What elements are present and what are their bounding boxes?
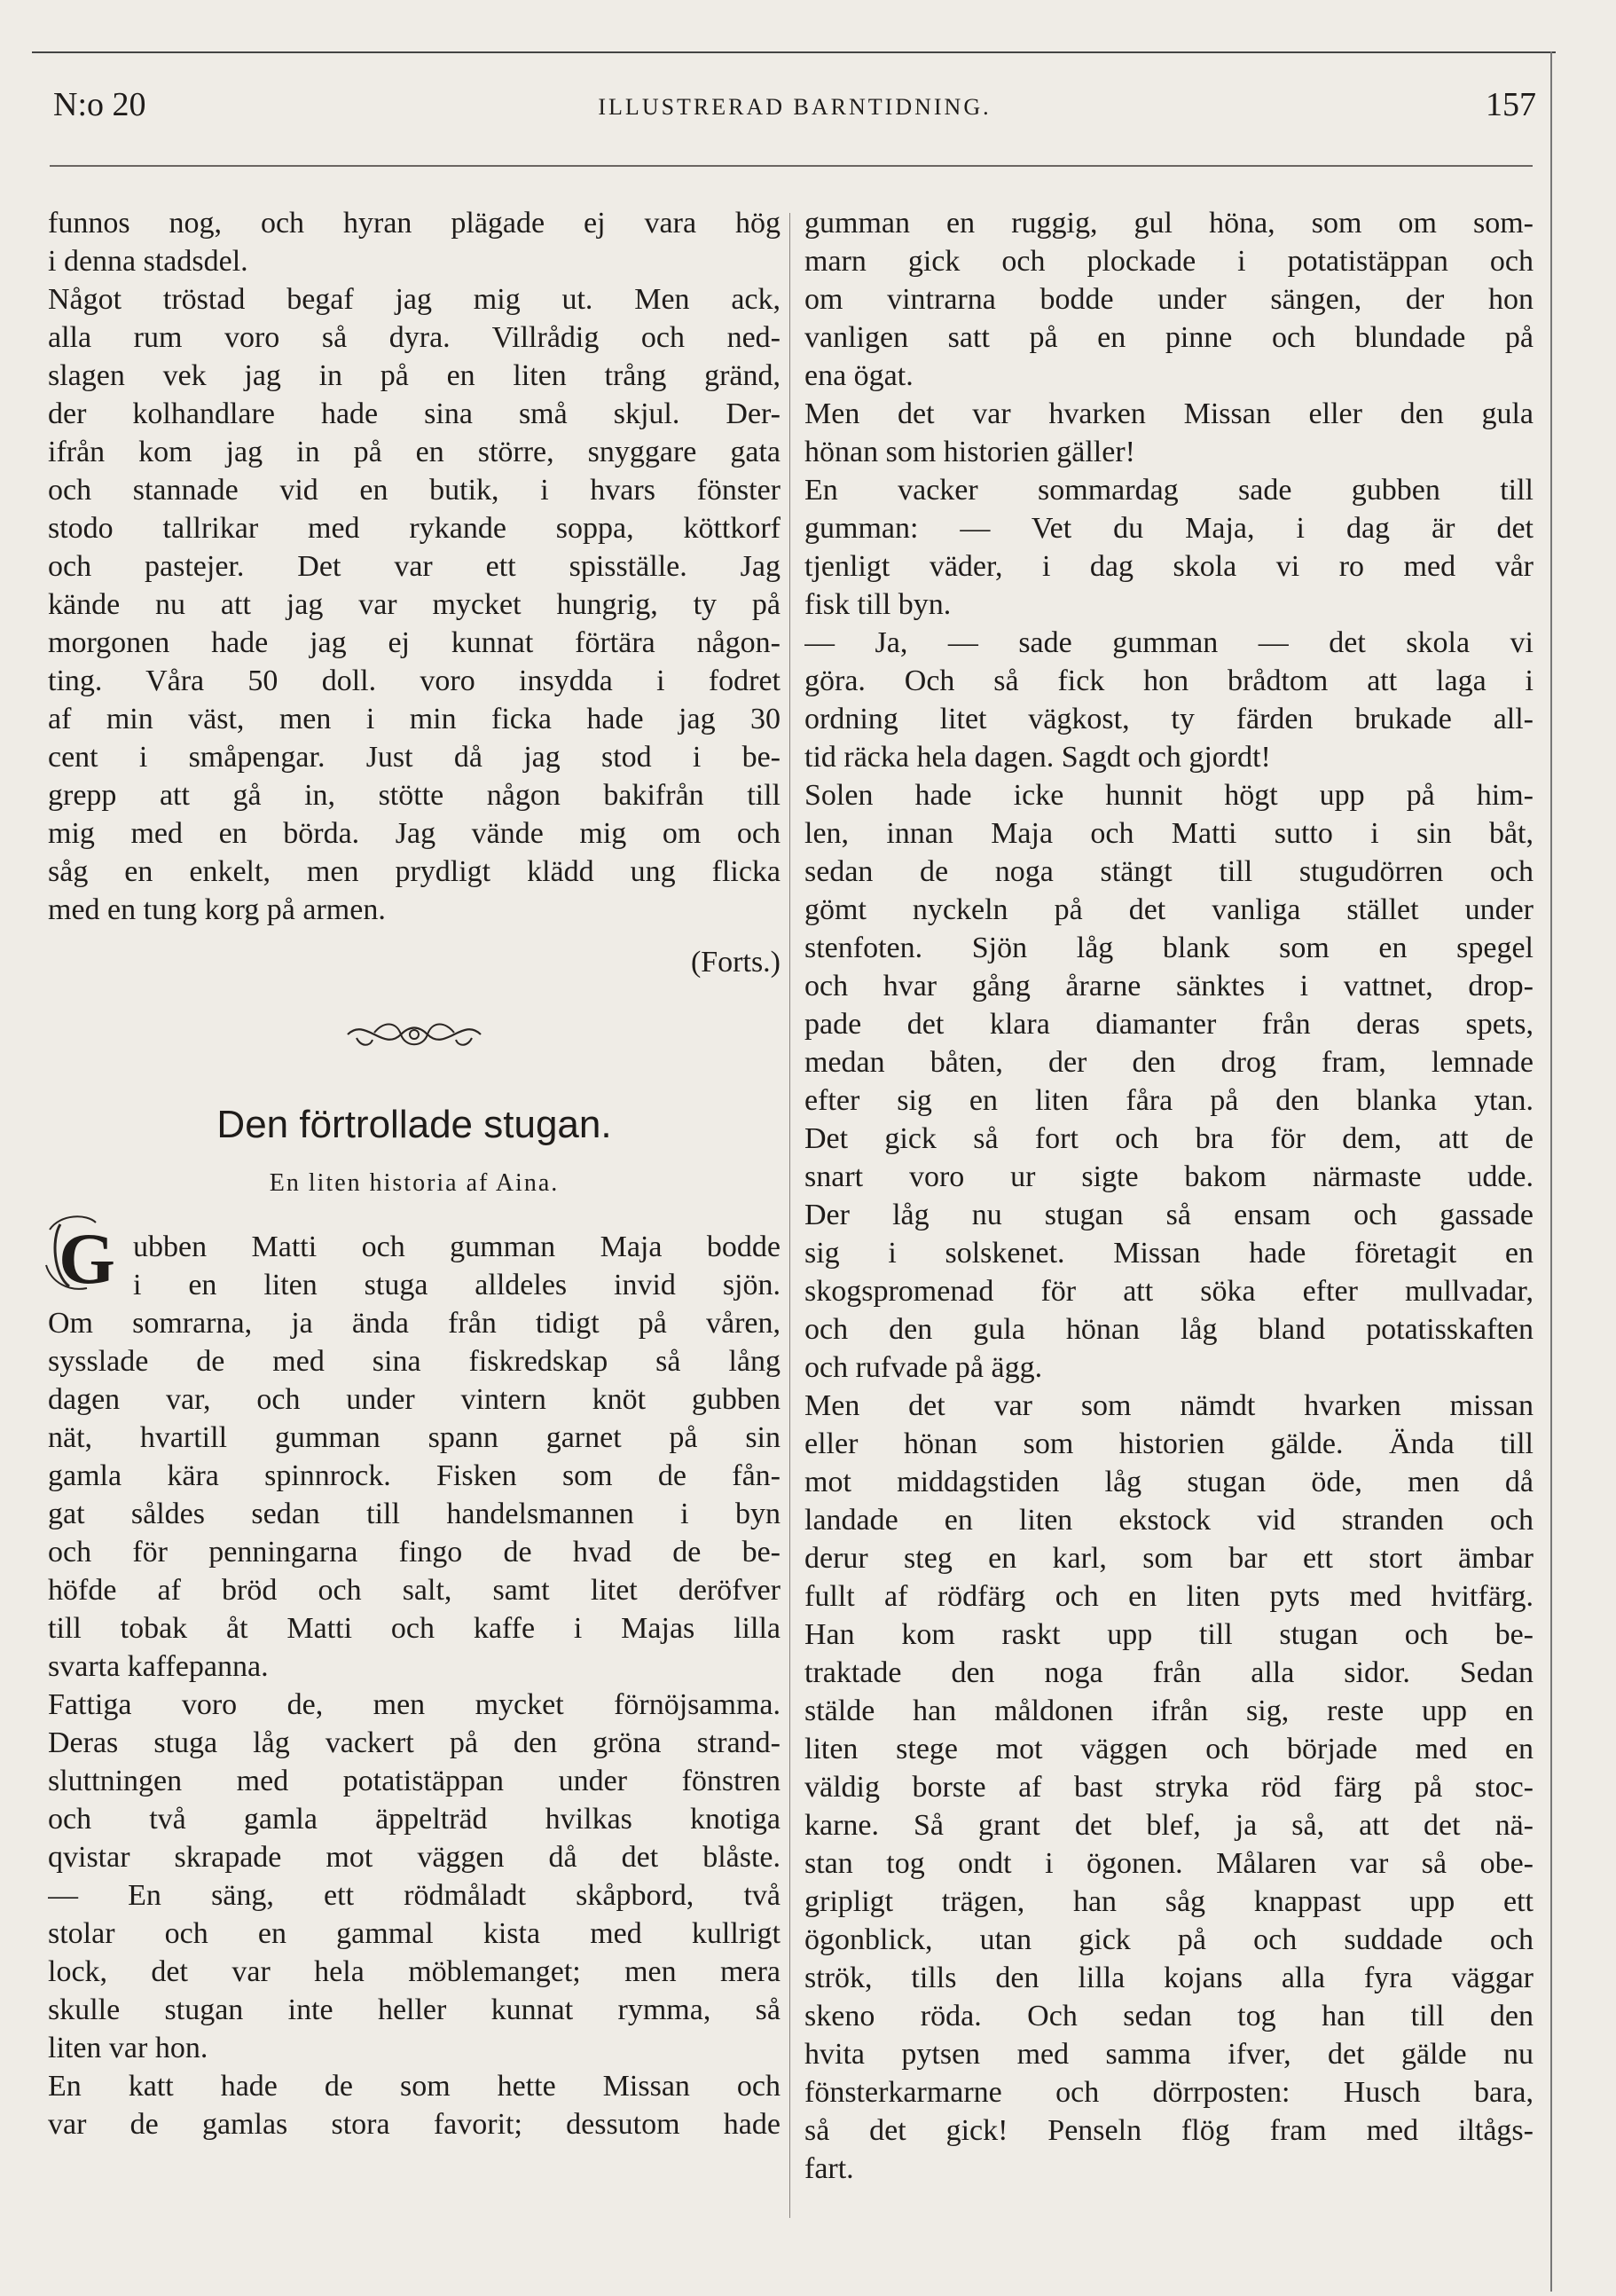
text-line: medan båten, der den drog fram, lemnade <box>804 1046 1534 1079</box>
text-line: morgonen hade jag ej kunnat förtära någon- <box>48 626 781 659</box>
text-line: fönsterkarmarne och dörrposten: Husch bara, <box>804 2076 1534 2109</box>
text-line: En katt hade de som hette Missan och <box>48 2070 781 2103</box>
text-line: sysslade de med sina fiskredskap så lång <box>48 1345 781 1378</box>
right-column <box>804 204 1534 2188</box>
text-line: traktade den noga från alla sidor. Sedan <box>804 1656 1534 1689</box>
text-line: sluttningen med potatistäppan under fönstren <box>48 1765 781 1797</box>
column-divider <box>789 213 790 2218</box>
text-line: sedan de noga stängt till stugudörren och <box>804 855 1534 888</box>
text-line: slagen vek jag in på en liten trång gränd, <box>48 359 781 392</box>
text-line: liten var hon. <box>48 2032 208 2064</box>
text-line: var de gamlas stora favorit; dessutom hade <box>48 2108 781 2141</box>
text-line: ubben Matti och gumman Maja bodde <box>133 1231 781 1263</box>
text-line: och hvar gång årarne sänktes i vattnet, drop- <box>804 970 1534 1003</box>
story-body <box>48 1218 781 2143</box>
text-line: ting. Våra 50 doll. voro insydda i fodret <box>48 664 781 697</box>
text-line: pade det klara diamanter från deras spets, <box>804 1008 1534 1041</box>
text-line: såg en enkelt, men prydligt klädd ung flicka <box>48 855 781 888</box>
text-line: skulle stugan inte heller kunnat rymma, så <box>48 1993 781 2026</box>
text-line: stodo tallrikar med rykande soppa, köttkorf <box>48 512 781 545</box>
text-line: vanligen satt på en pinne och blundade på <box>804 321 1534 354</box>
text-line: och den gula hönan låg bland potatisskaften <box>804 1313 1534 1346</box>
text-line: Han kom raskt upp till stugan och be- <box>804 1618 1534 1651</box>
text-line: Deras stuga låg vackert på den gröna strand- <box>48 1726 781 1759</box>
story-byline: En liten historia af Aina. <box>269 1169 560 1197</box>
text-line: gumman: — Vet du Maja, i dag är det <box>804 512 1534 545</box>
text-line: mot middagstiden låg stugan öde, men då <box>804 1466 1534 1498</box>
text-line: liten stege mot väggen och började med en <box>804 1733 1534 1765</box>
text-line: sig i solskenet. Missan hade företagit en <box>804 1237 1534 1270</box>
text-line: strök, tills den lilla kojans alla fyra väggar <box>804 1962 1534 1994</box>
story-title: Den förtrollade stugan. <box>216 1103 612 1146</box>
text-line: mig med en börda. Jag vände mig om och <box>48 817 781 850</box>
text-line: len, innan Maja och Matti sutto i sin båt, <box>804 817 1534 850</box>
text-line: alla rum voro så dyra. Villrådig och ned- <box>48 321 781 354</box>
text-line: efter sig en liten fåra på den blanka ytan. <box>804 1084 1534 1117</box>
text-line: gripligt trägen, han såg knappast upp ett <box>804 1885 1534 1918</box>
text-line: skogspromenad för att söka efter mullvadar, <box>804 1275 1534 1308</box>
text-line: och rufvade på ägg. <box>804 1351 1043 1384</box>
text-line: nät, hvartill gumman spann garnet på sin <box>48 1421 781 1454</box>
text-line: Om somrarna, ja ända från tidigt på våren, <box>48 1307 781 1340</box>
text-line: tid räcka hela dagen. Sagdt och gjordt! <box>804 741 1271 774</box>
text-line: — Ja, — sade gumman — det skola vi <box>804 626 1534 659</box>
text-line: funnos nog, och hyran plägade ej vara hög <box>48 207 781 240</box>
text-line: marn gick och plockade i potatistäppan och <box>804 245 1534 278</box>
text-line: och pastejer. Det var ett spisställe. Jag <box>48 550 781 583</box>
text-line: med en tung korg på armen. <box>48 893 386 926</box>
text-line: qvistar skrapade mot väggen då det blåste. <box>48 1841 781 1874</box>
text-line: hönan som historien gäller! <box>804 436 1135 468</box>
text-line: fart. <box>804 2152 854 2185</box>
text-line: kände nu att jag var mycket hungrig, ty på <box>48 588 781 621</box>
text-line: Der låg nu stugan så ensam och gassade <box>804 1199 1534 1231</box>
text-line: i denna stadsdel. <box>48 245 248 278</box>
ornament-divider <box>48 981 781 1088</box>
continued-note: (Forts.) <box>690 946 781 979</box>
text-line: väldig borste af bast stryka röd färg på stoc- <box>804 1771 1534 1804</box>
text-line: fisk till byn. <box>804 588 952 621</box>
text-line: cent i småpengar. Just då jag stod i be- <box>48 741 781 774</box>
text-line: grepp att gå in, stötte någon bakifrån till <box>48 779 781 812</box>
text-line: i en liten stuga alldeles invid sjön. <box>133 1269 781 1301</box>
text-line: stolar och en gammal kista med kullrigt <box>48 1917 781 1950</box>
text-line: snart voro ur sigte bakom närmaste udde. <box>804 1160 1534 1193</box>
page-frame-right <box>1550 51 1552 2292</box>
continued-story <box>48 204 781 981</box>
text-line: Solen hade icke hunnit högt upp på him- <box>804 779 1534 812</box>
dropcap-ornament <box>43 1212 128 1304</box>
text-line: Något tröstad begaf jag mig ut. Men ack, <box>48 283 781 316</box>
text-line: derur steg en karl, som bar ett stort ämbar <box>804 1542 1534 1575</box>
text-line: af min väst, men i min ficka hade jag 30 <box>48 703 781 735</box>
text-line: Men det var som nämdt hvarken missan <box>804 1389 1534 1422</box>
text-line: dagen var, och under vintern knöt gubben <box>48 1383 781 1416</box>
publication-title: ILLUSTRERAD BARNTIDNING. <box>598 94 992 120</box>
text-line: stenfoten. Sjön låg blank som en spegel <box>804 932 1534 964</box>
text-line: der kolhandlare hade sina små skjul. Der- <box>48 397 781 430</box>
text-line: ena ögat. <box>804 359 914 392</box>
text-line: — En säng, ett rödmåladt skåpbord, två <box>48 1879 781 1912</box>
text-line: hvita pytsen med samma ifver, det gälde nu <box>804 2038 1534 2071</box>
header-rule <box>50 165 1533 167</box>
dropcap-letter: G <box>59 1218 115 1299</box>
text-line: En vacker sommardag sade gubben till <box>804 474 1534 507</box>
text-line: Fattiga voro de, men mycket förnöjsamma. <box>48 1688 781 1721</box>
page-frame-top <box>32 51 1556 53</box>
page-number: 157 <box>1486 86 1536 123</box>
text-line: och för penningarna fingo de hvad de be- <box>48 1536 781 1569</box>
text-line: fullt af rödfärg och en liten pyts med hvitfärg. <box>804 1580 1534 1613</box>
text-line: gömt nyckeln på det vanliga stället under <box>804 893 1534 926</box>
text-line: om vintrarna bodde under sängen, der hon <box>804 283 1534 316</box>
left-column <box>48 204 781 2143</box>
text-line: lock, det var hela möblemanget; men mera <box>48 1955 781 1988</box>
text-line: ordning litet vägkost, ty färden brukade all- <box>804 703 1534 735</box>
text-line: ifrån kom jag in på en större, snyggare gata <box>48 436 781 468</box>
text-line: eller hönan som historien gälde. Ända till <box>804 1427 1534 1460</box>
text-line: gumman en ruggig, gul höna, som om som- <box>804 207 1534 240</box>
text-line: Men det var hvarken Missan eller den gula <box>804 397 1534 430</box>
flourish-icon <box>339 1008 490 1061</box>
text-line: gat såldes sedan till handelsmannen i byn <box>48 1498 781 1530</box>
text-line: så det gick! Penseln flög fram med iltågs- <box>804 2114 1534 2147</box>
text-line: ögonblick, utan gick på och suddade och <box>804 1923 1534 1956</box>
issue-number: N:o 20 <box>53 86 146 123</box>
text-line: och stannade vid en butik, i hvars fönster <box>48 474 781 507</box>
page-header <box>50 82 1540 135</box>
text-line: svarta kaffepanna. <box>48 1650 269 1683</box>
text-line: stan tog ondt i ögonen. Målaren var så obe- <box>804 1847 1534 1880</box>
text-line: höfde af bröd och salt, samt litet deröfver <box>48 1574 781 1607</box>
text-line: till tobak åt Matti och kaffe i Majas lilla <box>48 1612 781 1645</box>
text-line: skeno röda. Och sedan tog han till den <box>804 2000 1534 2033</box>
text-line: karne. Så grant det blef, ja så, att det nä- <box>804 1809 1534 1842</box>
text-line: tjenligt väder, i dag skola vi ro med vår <box>804 550 1534 583</box>
text-line: gamla kära spinnrock. Fisken som de fån- <box>48 1459 781 1492</box>
text-line: Det gick så fort och bra för dem, att de <box>804 1122 1534 1155</box>
text-line: och två gamla äppelträd hvilkas knotiga <box>48 1803 781 1836</box>
text-line: göra. Och så fick hon brådtom att laga i <box>804 664 1534 697</box>
text-line: landade en liten ekstock vid stranden och <box>804 1504 1534 1537</box>
text-line: stälde han måldonen ifrån sig, reste upp en <box>804 1694 1534 1727</box>
